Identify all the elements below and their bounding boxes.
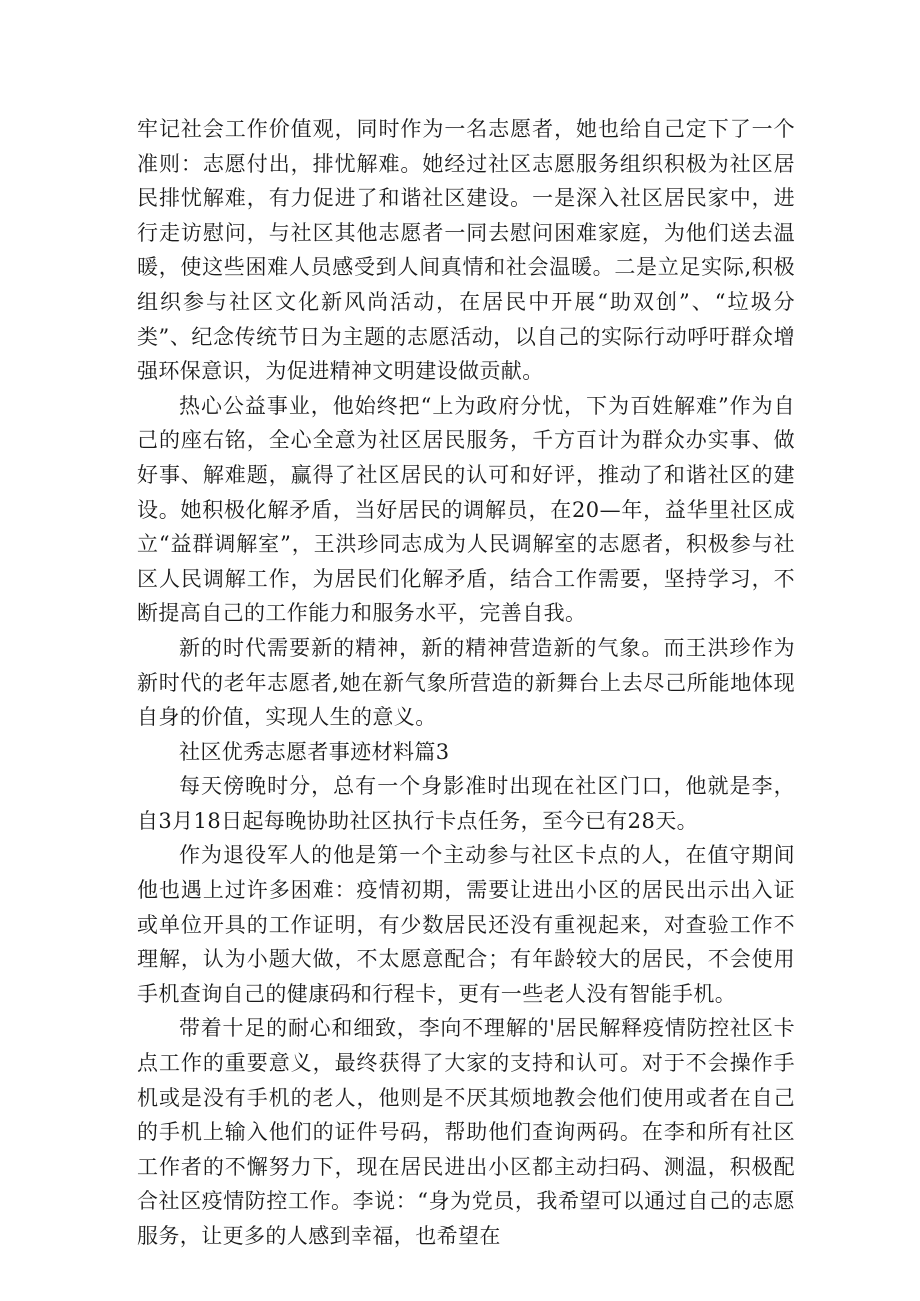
paragraph-social-work-values: 牢记社会工作价值观，同时作为一名志愿者，她也给自己定下了一个准则：志愿付出，排忧解难。她经过社区志愿服务组织积极为社区居民排忧解难，有力促进了和谐社区建设。一是深入社区居民家中，进行走访慰问，与社区其他志愿者一同去慰问困难家庭，为他们送去温暖，使这些困难人员感受到人间真情和社会温暖。二是立足实际,积极组织参与社区文化新风尚活动，在居民中开展“助双创”、“垃圾分类”、纪念传统节日为主题的志愿活动，以自己的实际行动呼吁群众增强环保意识，为促进精神文明建设做贡献。	[137, 117, 795, 384]
paragraph-veteran-difficulties: 作为退役军人的他是第一个主动参与社区卡点的人，在值守期间他也遇上过许多困难：疫情初期，需要让进出小区的居民出示出入证或单位开具的工作证明，有少数居民还没有重视起来，对查验工作不理解，认为小题大做，不太愿意配合；有年龄较大的居民，不会使用手机查询自己的健康码和行程卡，更有一些老人没有智能手机。	[137, 843, 795, 1006]
paragraph-public-welfare: 热心公益事业，他始终把“上为政府分忧，下为百姓解难”作为自己的座右铭，全心全意为社区居民服务，千方百计为群众办实事、做好事、解难题，赢得了社区居民的认可和好评，推动了和谐社区的建设。她积极化解矛盾，当好居民的调解员，在20—年，益华里社区成立“益群调解室”，王洪珍同志成为人民调解室的志愿者，积极参与社区人民调解工作，为居民们化解矛盾，结合工作需要，坚持学习，不断提高自己的工作能力和服务水平，完善自我。	[137, 393, 795, 626]
document-body	[137, 112, 795, 1254]
paragraph-new-era: 新的时代需要新的精神，新的精神营造新的气象。而王洪珍作为新时代的老年志愿者,她在新气象所营造的新舞台上去尽己所能地体现自身的价值，实现人生的意义。	[137, 635, 795, 730]
paragraph-evening-checkpoint: 每天傍晚时分，总有一个身影准时出现在社区门口，他就是李，自3月18日起每晚协助社区执行卡点任务，至今已有28天。	[137, 774, 795, 833]
paragraph-patience-explanation: 带着十足的耐心和细致，李向不理解的'居民解释疫情防控社区卡点工作的重要意义，最终获得了大家的支持和认可。对于不会操作手机或是没有手机的老人，他则是不厌其烦地教会他们使用或者在自己的手机上输入他们的证件号码，帮助他们查询两码。在李和所有社区工作者的不懈努力下，现在居民进出小区都主动扫码、测温，积极配合社区疫情防控工作。李说：“身为党员，我希望可以通过自己的志愿服务，让更多的人感到幸福，也希望在	[137, 1016, 795, 1248]
section-heading-part-3: 社区优秀志愿者事迹材料篇3	[179, 739, 450, 764]
